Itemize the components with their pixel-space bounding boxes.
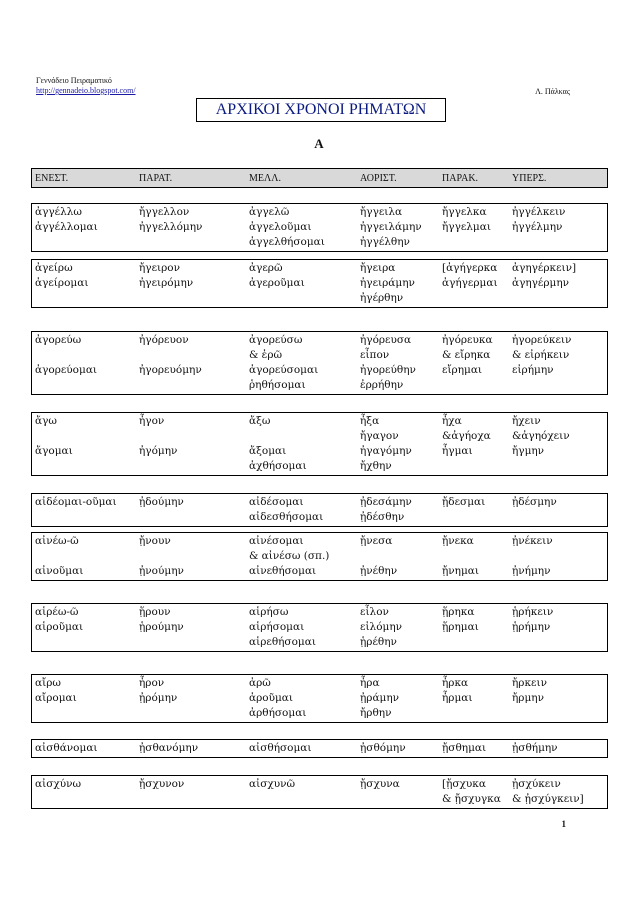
verb-group xyxy=(31,259,608,308)
table-row xyxy=(32,676,609,691)
table-cell: εἴρημαι xyxy=(442,364,483,376)
table-cell: αἰδεσθήσομαι xyxy=(249,511,324,523)
table-row xyxy=(32,363,609,378)
table-cell: αἰσχυνῶ xyxy=(249,778,296,790)
table-cell: [ἀγήγερκα xyxy=(442,262,498,274)
table-cell: ᾐδέσμην xyxy=(512,496,557,508)
table-cell: ᾔσχυνον xyxy=(139,778,185,790)
table-cell: ἀχθήσομαι xyxy=(249,460,307,472)
table-cell: ἀγγέλλω xyxy=(35,206,82,218)
table-cell: ἦρκα xyxy=(442,677,469,689)
table-cell: αἴρω xyxy=(35,677,61,689)
table-row xyxy=(32,620,609,635)
table-cell: αἰνοῦμαι xyxy=(35,565,84,577)
table-cell: ἦχα xyxy=(442,415,462,427)
table-cell: ἀγγελθήσομαι xyxy=(249,236,325,248)
table-cell: ἠγέρθην xyxy=(360,292,404,304)
table-cell: ἄξω xyxy=(249,415,271,427)
table-cell: αἰνεθήσομαι xyxy=(249,565,317,577)
verb-group xyxy=(31,532,608,581)
verb-group xyxy=(31,775,608,809)
table-cell: ἠγειρόμην xyxy=(139,277,194,289)
blog-link[interactable]: http://gennadeio.blogspot.com/ xyxy=(36,86,136,95)
table-cell: ἄγω xyxy=(35,415,57,427)
table-cell: αἰσθάνομαι xyxy=(35,742,98,754)
author-name: Λ. Πάλκας xyxy=(535,87,570,96)
table-row xyxy=(32,429,609,444)
table-cell: & ᾐσχύγκειν] xyxy=(512,793,584,805)
table-cell: ἀγορεύσομαι xyxy=(249,364,319,376)
page-title: ΑΡΧΙΚΟΙ ΧΡΟΝΟΙ ΡΗΜΑΤΩΝ xyxy=(196,98,446,122)
table-cell: ἤγγελλον xyxy=(139,206,190,218)
table-cell: ᾐνέθην xyxy=(360,565,398,577)
table-cell: εἰρήμην xyxy=(512,364,554,376)
table-cell: ᾐσθανόμην xyxy=(139,742,199,754)
table-cell: ἀγεροῦμαι xyxy=(249,277,305,289)
table-cell: ᾐσθόμην xyxy=(360,742,406,754)
table-cell: ἤγγειλα xyxy=(360,206,403,218)
table-cell: ἠγόμην xyxy=(139,445,178,457)
table-row xyxy=(32,495,609,510)
table-row xyxy=(32,378,609,393)
table-cell: ἤγγελμαι xyxy=(442,221,491,233)
table-cell: ἀγερῶ xyxy=(249,262,283,274)
table-cell: αἱρέω-ῶ xyxy=(35,606,79,618)
table-cell: ᾐνούμην xyxy=(139,565,184,577)
table-cell: ἦρα xyxy=(360,677,380,689)
table-cell: ᾕρουν xyxy=(139,606,171,618)
table-cell: & εἰρήκειν xyxy=(512,349,570,361)
table-cell: ᾔνουν xyxy=(139,535,171,547)
table-cell: ἤγαγον xyxy=(360,430,399,442)
table-row xyxy=(32,333,609,348)
header-info xyxy=(36,76,136,96)
table-cell: ἄγομαι xyxy=(35,445,73,457)
table-row xyxy=(32,741,609,756)
verb-group xyxy=(31,739,608,758)
table-row xyxy=(32,235,609,250)
table-cell: ἀρῶ xyxy=(249,677,271,689)
table-row xyxy=(32,691,609,706)
school-name: Γεννάδειο Πειραματικό xyxy=(36,76,112,85)
table-cell: ᾐδούμην xyxy=(139,496,184,508)
table-cell: ἀγορεύομαι xyxy=(35,364,98,376)
table-cell: ἤχειν xyxy=(512,415,541,427)
table-cell: ἤγγελκα xyxy=(442,206,487,218)
table-cell: [ᾔσχυκα xyxy=(442,778,486,790)
table-cell: ἦξα xyxy=(360,415,380,427)
verb-group xyxy=(31,331,608,395)
table-cell: ἀγήγερμαι xyxy=(442,277,498,289)
table-cell: ἀροῦμαι xyxy=(249,692,293,704)
table-cell: ᾐσθήμην xyxy=(512,742,558,754)
table-cell: ἠγόρευσα xyxy=(360,334,412,346)
table-cell: ἠγγελλόμην xyxy=(139,221,203,233)
table-cell: ἤρμην xyxy=(512,692,544,704)
table-cell: αἱρήσω xyxy=(249,606,289,618)
table-cell: ᾔνημαι xyxy=(442,565,479,577)
table-cell: εἶπον xyxy=(360,349,390,361)
table-cell: ἀγείρω xyxy=(35,262,73,274)
table-cell: ᾐδέσθην xyxy=(360,511,405,523)
verb-group xyxy=(31,412,608,476)
table-cell: ᾐράμην xyxy=(360,692,400,704)
table-cell: ἤρκειν xyxy=(512,677,547,689)
section-letter: Α xyxy=(314,136,324,151)
table-cell: ἠγόρευκα xyxy=(442,334,493,346)
table-cell: ᾑρέθην xyxy=(360,636,397,648)
table-cell: ἀγγελῶ xyxy=(249,206,290,218)
table-cell: ἤγμην xyxy=(512,445,545,457)
table-cell: ἤγειρα xyxy=(360,262,396,274)
table-row xyxy=(32,261,609,276)
table-cell: ἦρμαι xyxy=(442,692,473,704)
table-cell: ἠγορευόμην xyxy=(139,364,202,376)
table-cell: ἤρθην xyxy=(360,707,392,719)
table-cell: ἦγμαι xyxy=(442,445,473,457)
table-cell: ἀρθήσομαι xyxy=(249,707,307,719)
table-cell: ἠγόρευον xyxy=(139,334,189,346)
table-cell: αἰσθήσομαι xyxy=(249,742,312,754)
table-cell: ἀγείρομαι xyxy=(35,277,89,289)
table-cell: ἠγαγόμην xyxy=(360,445,412,457)
table-row xyxy=(32,348,609,363)
table-cell: ἤχθην xyxy=(360,460,392,472)
table-row xyxy=(32,510,609,525)
table-cell: εἱλόμην xyxy=(360,621,403,633)
table-cell: αἴρομαι xyxy=(35,692,77,704)
column-header: ΜΕΛΛ. xyxy=(249,173,282,184)
column-header: ΑΟΡΙΣΤ. xyxy=(360,173,397,184)
table-cell: ἠγγέλθην xyxy=(360,236,410,248)
table-row xyxy=(32,706,609,721)
table-cell: ᾐρόμην xyxy=(139,692,178,704)
table-cell: ᾔδεσμαι xyxy=(442,496,486,508)
table-cell: ἀγγέλλομαι xyxy=(35,221,98,233)
table-cell: ᾕρημαι xyxy=(442,621,479,633)
verb-group xyxy=(31,203,608,252)
page-number: 1 xyxy=(561,819,566,829)
table-cell: αἰσχύνω xyxy=(35,778,82,790)
table-cell: ἀγηγέρμην xyxy=(512,277,570,289)
table-cell: ἀγηγέρκειν] xyxy=(512,262,577,274)
table-cell: ἠγγέλμην xyxy=(512,221,563,233)
table-cell: ᾑρούμην xyxy=(139,621,184,633)
table-cell: ἀγγελοῦμαι xyxy=(249,221,312,233)
table-cell: ἄξομαι xyxy=(249,445,287,457)
table-cell: ᾔσθημαι xyxy=(442,742,487,754)
table-cell: ᾔνεσα xyxy=(360,535,393,547)
table-cell: αἱρεθήσομαι xyxy=(249,636,316,648)
table-cell: ῥηθήσομαι xyxy=(249,379,306,391)
verb-group xyxy=(31,603,608,652)
table-row xyxy=(32,564,609,579)
table-cell: ἤγειρον xyxy=(139,262,181,274)
column-header: ΠΑΡΑΤ. xyxy=(139,173,173,184)
table-cell: αἰνέω-ῶ xyxy=(35,535,79,547)
table-cell: εἷλον xyxy=(360,606,389,618)
table-row xyxy=(32,777,609,792)
column-header-row xyxy=(31,168,608,188)
table-cell: &ἀγήοχα xyxy=(442,430,491,442)
table-cell: ᾕρηκα xyxy=(442,606,475,618)
table-cell: ᾐδεσάμην xyxy=(360,496,412,508)
verb-group xyxy=(31,674,608,723)
column-header: ΥΠΕΡΣ. xyxy=(512,173,547,184)
table-cell: αἱρήσομαι xyxy=(249,621,305,633)
table-row xyxy=(32,534,609,549)
table-row xyxy=(32,291,609,306)
table-cell: ἀγορεύω xyxy=(35,334,82,346)
table-cell: ἠγειράμην xyxy=(360,277,415,289)
table-cell: ἠγγειλάμην xyxy=(360,221,422,233)
table-cell: ἦγον xyxy=(139,415,165,427)
table-cell: ἠγορεύκειν xyxy=(512,334,572,346)
table-row xyxy=(32,205,609,220)
table-cell: & αἰνέσω (σπ.) xyxy=(249,550,330,562)
column-header: ΕΝΕΣΤ. xyxy=(35,173,69,184)
table-cell: ᾔνεκα xyxy=(442,535,474,547)
table-cell: αἰνέσομαι xyxy=(249,535,304,547)
table-cell: & εἴρηκα xyxy=(442,349,491,361)
table-cell: & ἐρῶ xyxy=(249,349,283,361)
table-cell: ᾑρήμην xyxy=(512,621,551,633)
table-cell: ᾐνέκειν xyxy=(512,535,553,547)
table-row xyxy=(32,459,609,474)
table-row xyxy=(32,605,609,620)
table-cell: αἱροῦμαι xyxy=(35,621,84,633)
table-cell: αἰδέσομαι xyxy=(249,496,304,508)
table-row xyxy=(32,635,609,650)
column-header: ΠΑΡΑΚ. xyxy=(442,173,479,184)
table-cell: ᾐνήμην xyxy=(512,565,551,577)
table-cell: αἰδέομαι-οῦμαι xyxy=(35,496,117,508)
table-row xyxy=(32,444,609,459)
verb-group xyxy=(31,493,608,527)
table-row xyxy=(32,276,609,291)
table-row xyxy=(32,792,609,807)
table-cell: ἠγορεύθην xyxy=(360,364,416,376)
table-cell: & ᾔσχυγκα xyxy=(442,793,501,805)
table-cell: ἦρον xyxy=(139,677,165,689)
table-cell: ᾐσχύκειν xyxy=(512,778,561,790)
table-row xyxy=(32,549,609,564)
table-cell: ἠγγέλκειν xyxy=(512,206,566,218)
table-row xyxy=(32,414,609,429)
table-cell: ᾑρήκειν xyxy=(512,606,554,618)
table-cell: &ἀγηόχειν xyxy=(512,430,570,442)
table-cell: ᾔσχυνα xyxy=(360,778,400,790)
table-cell: ἀγορεύσω xyxy=(249,334,303,346)
table-cell: ἐρρήθην xyxy=(360,379,404,391)
table-row xyxy=(32,220,609,235)
